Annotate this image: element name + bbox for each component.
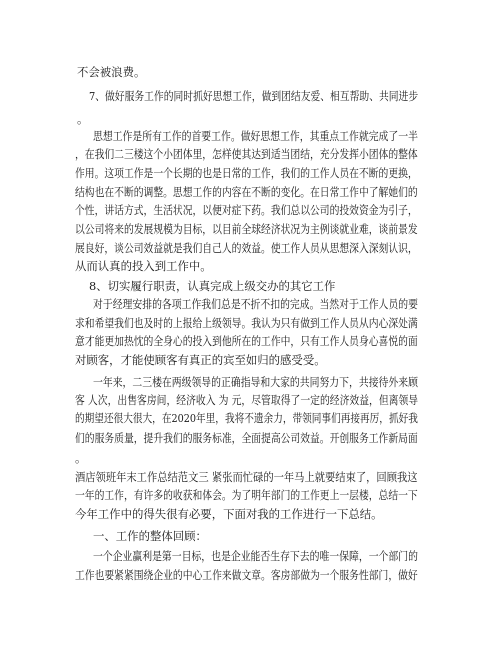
text-line: 从而认真的投入到工作中。: [75, 259, 212, 273]
section-heading: 7、做好服务工作的同时抓好思想工作，做到团结友爱、相互帮助、共同进步: [89, 89, 419, 103]
text-line: 不会被浪费。: [77, 65, 146, 79]
text-line: ，在我们二三楼这个小团体里，怎样使其达到适当团结，充分发挥小团体的整体: [75, 147, 418, 161]
text-line: 作用。这项工作是一个长期的也是日常的工作，我们的工作人员在不断的更换，: [75, 166, 418, 180]
text-line: 结构也在不断的调整。思想工作的内容在不断的变化。在日常工作中了解她们的: [75, 185, 418, 199]
text-line: 们的服务质量，提升我们的服务标准，全面提高公司效益。开创服务工作新局面: [75, 431, 418, 445]
section-heading: 一、工作的整体回顾：: [93, 529, 207, 543]
text-line: 客 人次，出售客房间，经济收入 为 元，尽管取得了一定的经济效益，但离领导: [75, 393, 419, 407]
text-line: 个性，讲话方式，生活状况，以便对症下药。我们总以公司的投效资金为引子，: [75, 203, 418, 217]
text-line: 求和希望我们也及时的上报给上级领导。我认为只有做到工作人员从内心深处满: [75, 316, 418, 330]
text-line: 对顾客，才能使顾客有真正的宾至如归的感受受。: [75, 353, 326, 367]
text-line: 一年来，二三楼在两级领导的正确指导和大家的共同努力下，共接待外来顾: [93, 375, 418, 389]
section-heading: 8、切实履行职责，认真完成上级交办的其它工作: [89, 279, 336, 293]
text-line: 。: [75, 451, 87, 465]
text-line: 一年的工作，有许多的收获和体会。为了明年部门的工作更上一层楼，总结一下: [75, 488, 418, 502]
text-line: 。: [77, 112, 89, 126]
text-line: 工作也要紧紧围绕企业的中心工作来做文章。客房部做为一个服务性部门，做好: [75, 568, 418, 582]
text-line: 一个企业赢利是第一目标，也是企业能否生存下去的唯一保障，一个部门的: [93, 549, 418, 563]
document-title-line: 酒店领班年末工作总结范文三 紧张而忙碌的一年马上就要结束了，回顾我这: [75, 470, 418, 484]
text-line: 的期望还很大很大，在2020年里，我将不遗余力，带领同事们再接再厉，抓好我: [75, 411, 418, 425]
text-line: 展良好，谈公司效益就是我们自己人的效益。使工作人员从思想深入深刻认识，: [75, 241, 418, 255]
text-line: 对于经理安排的各项工作我们总是不折不扣的完成。当然对于工作人员的要: [93, 297, 418, 311]
text-line: 今年工作中的得失很有必要，下面对我的工作进行一下总结。: [75, 507, 383, 521]
text-line: 思想工作是所有工作的首要工作。做好思想工作，其重点工作就完成了一半: [93, 129, 418, 143]
text-line: 意才能更加热忱的全身心的投入到他所在的工作中，只有工作人员身心喜悦的面: [75, 334, 418, 348]
text-line: 以公司将来的发展规模为目标，以目前全球经济状况为主例谈就业难，谈前景发: [75, 222, 418, 236]
